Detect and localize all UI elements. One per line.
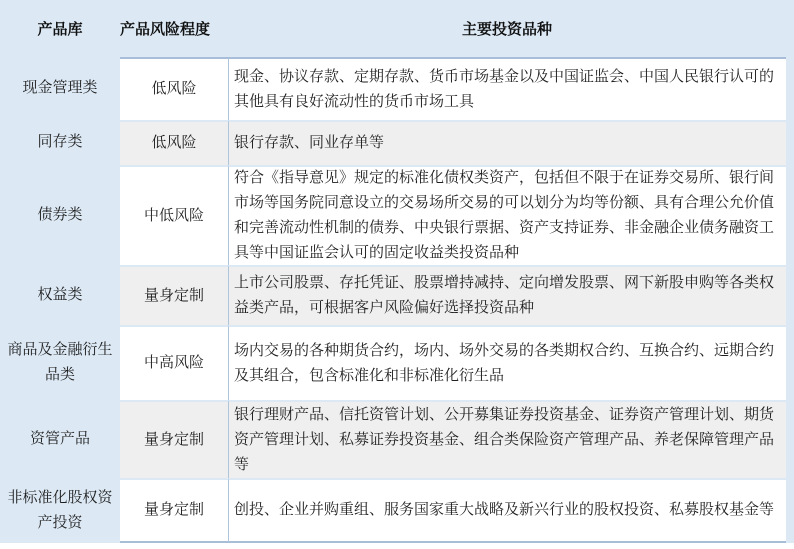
- product-category: 商品及金融衍生品类: [7, 341, 113, 383]
- investment-types: 符合《指导意见》规定的标准化债权类资产，包括但不限于在证券交易所、银行间市场等国务院同意设立的交易场所交易的可以划分为均等份额、具有合理公允价值和完善流动性机制的债券、中央银行票据、资产支持证券、非金融企业债务融资工具等中国证监会认可的固定收益类投资品种: [228, 165, 786, 265]
- risk-level: 量身定制: [120, 478, 228, 543]
- table-row: [0, 265, 786, 325]
- risk-level: 中低风险: [120, 165, 228, 265]
- risk-level: 量身定制: [120, 400, 228, 478]
- table-row: [0, 165, 786, 265]
- product-category: 债券类: [37, 206, 83, 223]
- table-row: [0, 400, 786, 478]
- investment-types: 上市公司股票、存托凭证、股票增持减持、定向增发股票、网下新股申购等各类权益类产品，可根据客户风险偏好选择投资品种: [228, 265, 786, 325]
- table-row: [0, 120, 786, 165]
- risk-level: 低风险: [120, 120, 228, 165]
- table-row: [0, 325, 786, 400]
- product-category: 权益类: [37, 286, 83, 303]
- investment-types: 现金、协议存款、定期存款、货币市场基金以及中国证监会、中国人民银行认可的其他具有良好流动性的货币市场工具: [228, 57, 786, 120]
- product-category: 同存类: [37, 134, 83, 150]
- investment-types: 银行理财产品、信托资管计划、公开募集证券投资基金、证券资产管理计划、期货资产管理计划、私募证券投资基金、组合类保险资产管理产品、养老保障管理产品等: [228, 400, 786, 478]
- product-category: 非标准化股权资产投资: [7, 489, 113, 531]
- table-row: [0, 478, 786, 543]
- risk-level: 低风险: [120, 57, 228, 120]
- product-category: 现金管理类: [22, 80, 98, 96]
- table-header-row: [0, 0, 794, 57]
- investment-types: 场内交易的各种期货合约，场内、场外交易的各类期权合约、互换合约、远期合约及其组合，包含标准化和非标准化衍生品: [228, 325, 786, 400]
- product-category: 资管产品: [29, 430, 90, 447]
- investment-types: 创投、企业并购重组、服务国家重大战略及新兴行业的股权投资、私募股权基金等: [228, 478, 786, 543]
- table-row: [0, 57, 786, 120]
- header-product-library: 产品库: [37, 22, 83, 38]
- header-risk-level: 产品风险程度: [120, 22, 211, 38]
- header-main-investments: 主要投资品种: [461, 22, 552, 38]
- investment-types: 银行存款、同业存单等: [228, 120, 786, 165]
- risk-level: 中高风险: [120, 325, 228, 400]
- risk-level: 量身定制: [120, 265, 228, 325]
